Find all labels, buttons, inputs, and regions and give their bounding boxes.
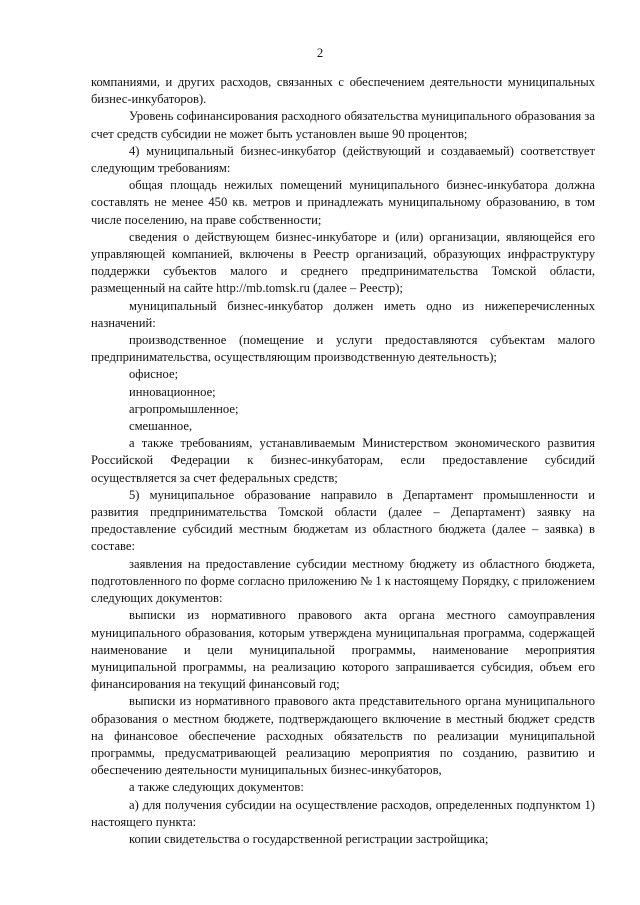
paragraph: копии свидетельства о государственной регистрации застройщика; xyxy=(129,831,489,846)
paragraph: а также следующих документов: xyxy=(129,780,304,795)
paragraph: муниципальный бизнес-инкубатор должен иметь одно из нижеперечисленных назначений: xyxy=(91,298,595,330)
paragraph: производственное (помещение и услуги предоставляются субъектам малого предпринимательства, осуществляющим производственную деятельность); xyxy=(91,333,595,365)
list-item: офисное; xyxy=(129,367,179,382)
paragraph: компаниями, и других расходов, связанных с обеспечением деятельности муниципальных бизнес-инкубаторов). xyxy=(91,75,595,107)
paragraph: Уровень софинансирования расходного обязательства муниципального образования за счет средств субсидии не может быть установлен выше 90 процентов; xyxy=(91,109,595,141)
document-body xyxy=(91,74,595,848)
paragraph: выписки из нормативного правового акта органа местного самоуправления муниципального образования, которым утверждена муниципальная программа, содержащей наименование и цели муниципальной программы, наименование мероприятия муниципальной программы, на реализацию которого запрашивается субсидия, объем его финансирования на текущий финансовый год; xyxy=(91,608,595,692)
paragraph: сведения о действующем бизнес-инкубаторе и (или) организации, являющейся его управляющей компанией, включены в Реестр организаций, образующих инфраструктуру поддержки субъектов малого и среднего предпринимательства Томской области, размещенный на сайте http://mb.tomsk.ru (далее – Реестр); xyxy=(91,229,595,296)
paragraph: 5) муниципальное образование направило в Департамент промышленности и развития предпринимательства Томской области (далее – Департамент) заявку на предоставление субсидий местным бюджетам из областного бюджета (далее – заявка) в составе: xyxy=(91,487,595,554)
paragraph: а также требованиям, устанавливаемым Министерством экономического развития Российской Федерации к бизнес-инкубаторам, если предоставление субсидий осуществляется за счет федеральных средств; xyxy=(91,436,595,485)
paragraph: заявления на предоставление субсидии местному бюджету из областного бюджета, подготовленного по форме согласно приложению № 1 к настоящему Порядку, с приложением следующих документов: xyxy=(91,556,595,606)
paragraph: 4) муниципальный бизнес-инкубатор (действующий и создаваемый) соответствует следующим требованиям: xyxy=(91,143,595,176)
list-item: смешанное, xyxy=(129,419,193,434)
list-item: агропромышленное; xyxy=(129,401,239,416)
paragraph: а) для получения субсидии на осуществление расходов, определенных подпунктом 1) настоящего пункта: xyxy=(91,797,595,829)
page-number: 2 xyxy=(316,46,324,60)
paragraph: общая площадь нежилых помещений муниципального бизнес-инкубатора должна составлять не менее 450 кв. метров и принадлежать муниципальному образованию, в том числе поселению, на праве собственности; xyxy=(91,178,595,227)
list-item: инновационное; xyxy=(129,384,216,399)
paragraph: выписки из нормативного правового акта представительного органа муниципального образования о местном бюджете, подтверждающего включение в местный бюджет средств на финансовое обеспечение расходных обязательств по реализации муниципальной программы, предусматривающей реализацию мероприятия по созданию, развитию и обеспечению деятельности муниципальных бизнес-инкубаторов, xyxy=(91,694,595,778)
